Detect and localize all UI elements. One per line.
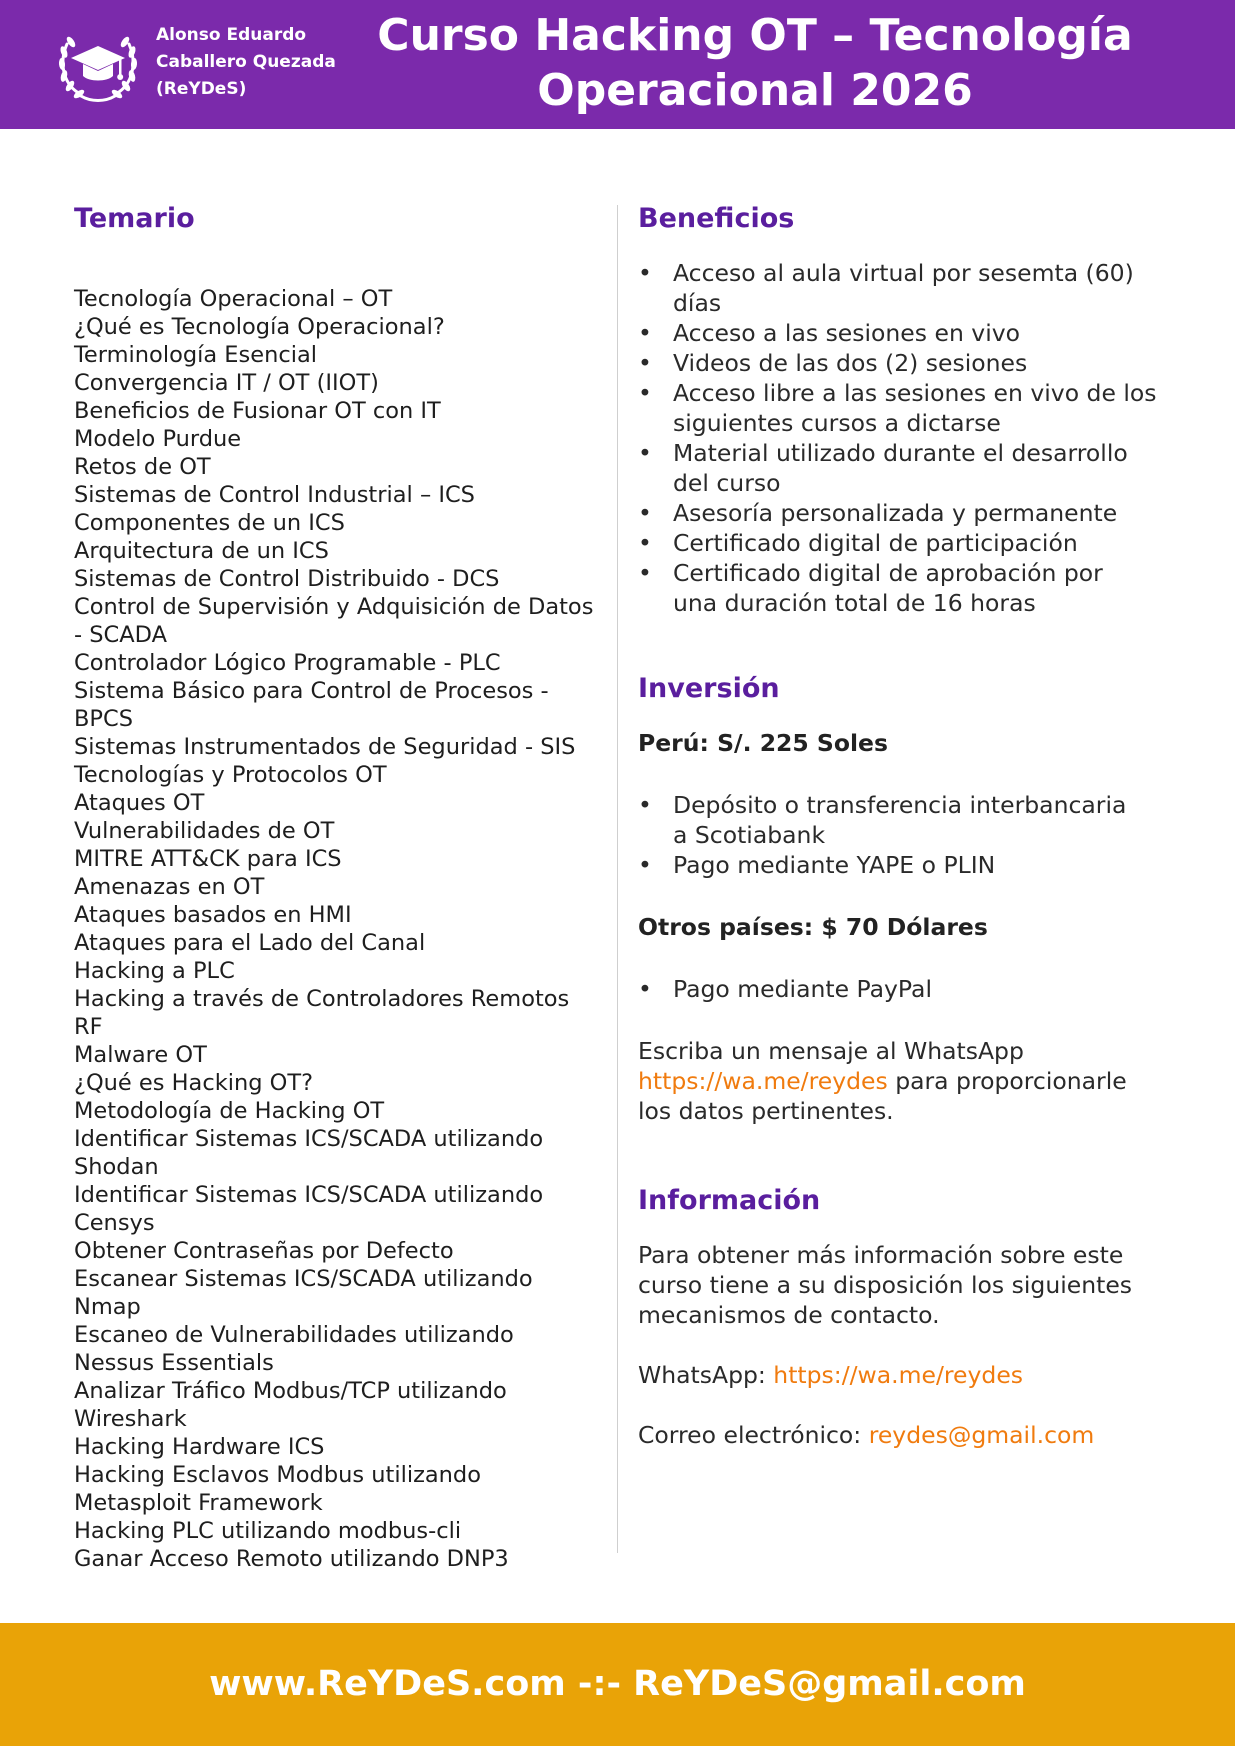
bullet-icon: • [638,529,652,557]
temario-item: Escaneo de Vulnerabilidades utilizando [74,1322,514,1348]
temario-item: RF [74,1014,103,1040]
bullet-icon: • [638,851,652,879]
temario-item: Vulnerabilidades de OT [74,818,335,844]
beneficio-item [638,348,1178,378]
temario-item: Controlador Lógico Programable - PLC [74,650,501,676]
temario-item: Terminología Esencial [74,342,318,368]
temario-section [74,200,594,1573]
peru-payment-item-text [673,850,1178,880]
footer-text: www.ReYDeS.com -:- ReYDeS@gmail.com [209,1664,1026,1704]
beneficio-item-text [673,528,1178,558]
bullet-icon: • [638,559,652,587]
temario-item: Escanear Sistemas ICS/SCADA utilizando [74,1266,533,1292]
bullet-icon: • [638,499,652,527]
whatsapp-link[interactable]: https://wa.me/reydes [638,1067,888,1095]
beneficio-item [638,258,1178,318]
beneficio-item-line: Videos de las dos (2) sesiones [673,349,1028,377]
temario-item: Censys [74,1210,155,1236]
bullet-icon: • [638,791,652,819]
beneficio-item-line: Acceso libre a las sesiones en vivo de los [673,379,1157,407]
contact-whatsapp-label: WhatsApp: [638,1361,774,1389]
beneficio-item-text [673,348,1178,378]
contact-email-label: Correo electrónico: [638,1421,869,1449]
peru-payment-item-line: Pago mediante YAPE o PLIN [673,851,996,879]
contact-whatsapp [638,1360,1178,1390]
author-line: Alonso Eduardo [156,25,307,45]
temario-item: Ganar Acceso Remoto utilizando DNP3 [74,1546,509,1572]
temario-item: Hacking a PLC [74,958,235,984]
temario-item: Ataques basados en HMI [74,902,352,928]
whatsapp-after-text: para proporcionarle [887,1067,1127,1095]
otros-amount: $ 70 Dólares [821,913,988,941]
temario-item: Sistemas de Control Industrial – ICS [74,482,475,508]
beneficio-item-text [673,258,1178,318]
temario-item: Shodan [74,1154,159,1180]
peru-amount: S/. 225 Soles [717,729,888,757]
beneficio-item [638,378,1178,438]
beneficios-heading: Beneficios [638,203,795,234]
author-name [156,22,356,103]
footer-banner [0,1623,1235,1746]
temario-item: Sistemas Instrumentados de Seguridad - SIS [74,734,576,760]
temario-item: BPCS [74,706,133,732]
contact-email [638,1420,1178,1450]
whatsapp-line: los datos pertinentes. [638,1097,894,1125]
temario-list [74,285,594,1573]
column-divider [617,205,618,1553]
otros-payment-item-text [673,974,1178,1004]
peru-payment-item-line: Depósito o transferencia interbancaria [673,791,1127,819]
beneficio-item-line: siguientes cursos a dictarse [673,409,1001,437]
temario-item: Amenazas en OT [74,874,265,900]
informacion-line: curso tiene a su disposición los siguientes [638,1271,1133,1299]
temario-item: ¿Qué es Tecnología Operacional? [74,314,445,340]
temario-item: Wireshark [74,1406,187,1432]
beneficio-item [638,318,1178,348]
beneficio-item [638,438,1178,498]
informacion-text [638,1240,1178,1330]
contact-email-link[interactable]: reydes@gmail.com [868,1421,1095,1449]
temario-item: Tecnologías y Protocolos OT [74,762,387,788]
temario-item: Arquitectura de un ICS [74,538,329,564]
temario-item: Retos de OT [74,454,211,480]
temario-item: ¿Qué es Hacking OT? [74,1070,314,1096]
temario-item: Ataques para el Lado del Canal [74,930,426,956]
temario-item: Identificar Sistemas ICS/SCADA utilizando [74,1182,544,1208]
informacion-heading: Información [638,1185,821,1216]
temario-item: Analizar Tráfico Modbus/TCP utilizando [74,1378,507,1404]
beneficio-item-line: Acceso al aula virtual por sesemta (60) [673,259,1134,287]
whatsapp-line: Escriba un mensaje al WhatsApp [638,1037,1024,1065]
beneficio-item-line: Asesoría personalizada y permanente [673,499,1118,527]
bullet-icon: • [638,439,652,467]
temario-item: - SCADA [74,622,167,648]
peru-payment-item-text [673,790,1178,850]
temario-item: Nessus Essentials [74,1350,274,1376]
whatsapp-line [638,1066,1178,1096]
temario-item: Metodología de Hacking OT [74,1098,385,1124]
beneficio-item-line: Certificado digital de aprobación por [673,559,1103,587]
temario-item: Convergencia IT / OT (IIOT) [74,370,379,396]
peru-payment-item-line: a Scotiabank [673,821,826,849]
peru-label: Perú: [638,729,709,757]
bullet-icon: • [638,975,652,1003]
temario-item: Hacking Hardware ICS [74,1434,325,1460]
graduation-cap-laurel-icon [55,22,141,108]
temario-item: Obtener Contraseñas por Defecto [74,1238,454,1264]
beneficio-item-line: del curso [673,469,781,497]
temario-item: Hacking a través de Controladores Remotos [74,986,570,1012]
temario-item: MITRE ATT&CK para ICS [74,846,342,872]
temario-item: Hacking PLC utilizando modbus-cli [74,1518,462,1544]
temario-item: Componentes de un ICS [74,510,345,536]
beneficio-item-text [673,558,1178,618]
temario-item: Modelo Purdue [74,426,242,452]
beneficio-item [638,498,1178,528]
header-banner [0,0,1235,129]
otros-payment-item [638,974,1178,1004]
temario-item: Nmap [74,1294,141,1320]
bullet-icon: • [638,379,652,407]
inversion-heading: Inversión [638,673,780,704]
temario-heading: Temario [74,203,195,234]
otros-price [638,912,1178,942]
author-line: (ReYDeS) [156,79,247,99]
beneficio-item-line: Acceso a las sesiones en vivo [673,319,1021,347]
peru-payment-item [638,850,1178,880]
temario-item: Beneficios de Fusionar OT con IT [74,398,441,424]
temario-item: Control de Supervisión y Adquisición de Datos [74,594,594,620]
whatsapp-instructions [638,1036,1178,1126]
otros-payment-item-line: Pago mediante PayPal [673,975,932,1003]
beneficio-item-line: días [673,289,722,317]
temario-item: Tecnología Operacional – OT [74,286,393,312]
beneficio-item-line: Certificado digital de participación [673,529,1078,557]
peru-payment-list [638,790,1178,880]
temario-item: Ataques OT [74,790,205,816]
temario-item: Metasploit Framework [74,1490,323,1516]
temario-item: Malware OT [74,1042,207,1068]
beneficio-item-text [673,318,1178,348]
contact-whatsapp-link[interactable]: https://wa.me/reydes [773,1361,1024,1389]
peru-price [638,728,1178,758]
beneficio-item-line: Material utilizado durante el desarrollo [673,439,1128,467]
title-line: Operacional 2026 [537,65,973,116]
informacion-line: Para obtener más información sobre este [638,1241,1124,1269]
beneficio-item-text [673,498,1178,528]
beneficios-list [638,258,1178,618]
right-column [638,200,1178,1450]
informacion-line: mecanismos de contacto. [638,1301,940,1329]
bullet-icon: • [638,349,652,377]
temario-item: Sistemas de Control Distribuido - DCS [74,566,500,592]
temario-item: Identificar Sistemas ICS/SCADA utilizando [74,1126,544,1152]
temario-item: Hacking Esclavos Modbus utilizando [74,1462,481,1488]
title-line: Curso Hacking OT – Tecnología [377,10,1133,61]
beneficio-item [638,558,1178,618]
bullet-icon: • [638,259,652,287]
otros-label: Otros países: [638,913,814,941]
temario-item: Sistema Básico para Control de Procesos - [74,678,549,704]
beneficio-item-text [673,378,1178,438]
beneficio-item [638,528,1178,558]
peru-payment-item [638,790,1178,850]
otros-payment-list [638,974,1178,1004]
page-title [350,8,1160,118]
beneficio-item-text [673,438,1178,498]
bullet-icon: • [638,319,652,347]
beneficio-item-line: una duración total de 16 horas [673,589,1036,617]
author-line: Caballero Quezada [156,52,336,72]
